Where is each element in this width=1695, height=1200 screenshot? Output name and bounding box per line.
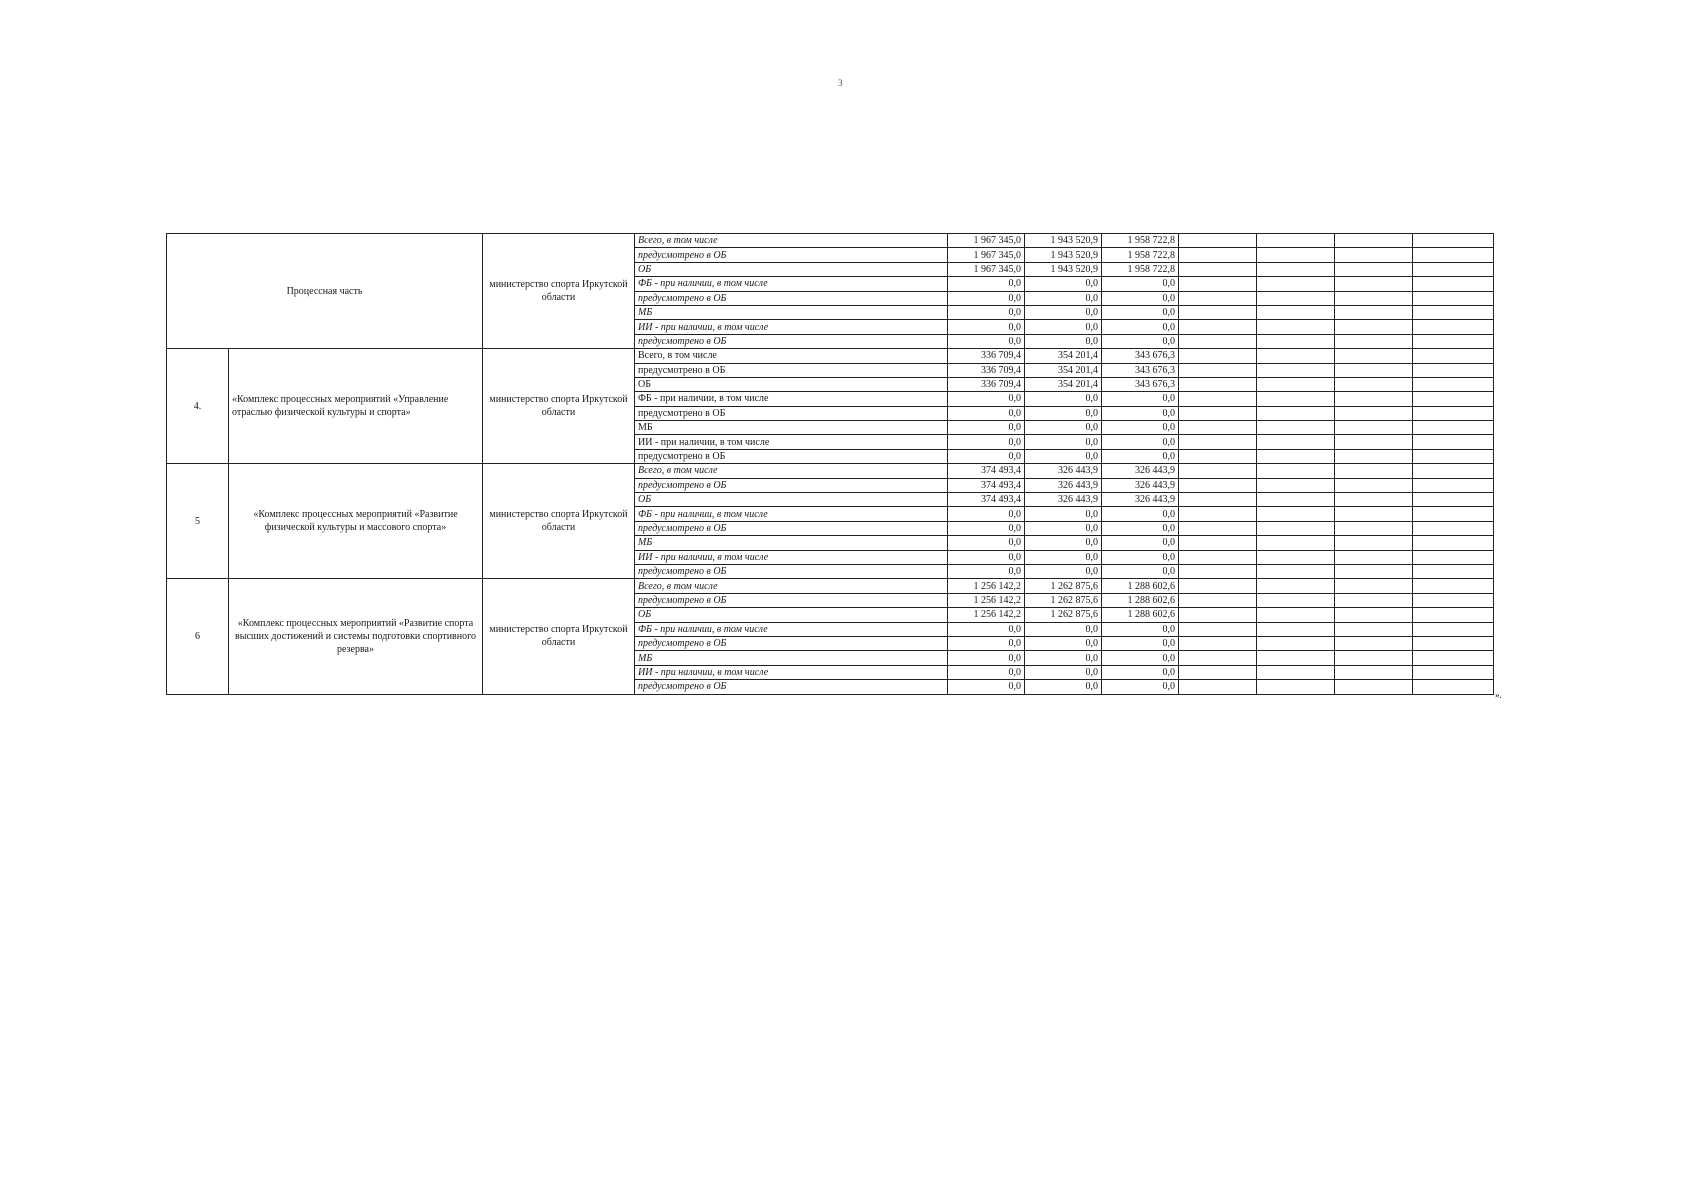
amount-v1: 336 709,4	[948, 363, 1025, 377]
empty-cell	[1179, 493, 1257, 507]
empty-cell	[1179, 593, 1257, 607]
empty-cell	[1335, 392, 1413, 406]
empty-cell	[1179, 608, 1257, 622]
funding-source: ФБ - при наличии, в том числе	[635, 277, 948, 291]
empty-cell	[1335, 550, 1413, 564]
block-number: 5	[167, 464, 229, 579]
table-row	[167, 464, 1494, 478]
amount-v1: 0,0	[948, 550, 1025, 564]
amount-v3: 343 676,3	[1102, 363, 1179, 377]
empty-cell	[1413, 277, 1494, 291]
block-name: Процессная часть	[167, 234, 483, 349]
empty-cell	[1413, 392, 1494, 406]
empty-cell	[1413, 478, 1494, 492]
empty-cell	[1335, 421, 1413, 435]
empty-cell	[1257, 680, 1335, 694]
amount-v3: 0,0	[1102, 392, 1179, 406]
funding-source: предусмотрено в ОБ	[635, 334, 948, 348]
empty-cell	[1257, 550, 1335, 564]
amount-v2: 0,0	[1025, 564, 1102, 578]
amount-v1: 374 493,4	[948, 464, 1025, 478]
empty-cell	[1413, 564, 1494, 578]
amount-v2: 0,0	[1025, 406, 1102, 420]
empty-cell	[1413, 636, 1494, 650]
amount-v1: 374 493,4	[948, 478, 1025, 492]
empty-cell	[1179, 291, 1257, 305]
empty-cell	[1257, 392, 1335, 406]
empty-cell	[1257, 248, 1335, 262]
block-name: «Комплекс процессных мероприятий «Развитие спорта высших достижений и системы подготовки спортивного резерва»	[229, 579, 483, 694]
empty-cell	[1257, 622, 1335, 636]
empty-cell	[1179, 248, 1257, 262]
empty-cell	[1413, 593, 1494, 607]
empty-cell	[1335, 680, 1413, 694]
empty-cell	[1179, 564, 1257, 578]
empty-cell	[1257, 665, 1335, 679]
empty-cell	[1179, 435, 1257, 449]
end-mark: ».	[1495, 690, 1502, 700]
amount-v3: 0,0	[1102, 680, 1179, 694]
empty-cell	[1257, 363, 1335, 377]
amount-v3: 0,0	[1102, 507, 1179, 521]
amount-v2: 0,0	[1025, 421, 1102, 435]
amount-v2: 0,0	[1025, 550, 1102, 564]
empty-cell	[1335, 478, 1413, 492]
empty-cell	[1413, 305, 1494, 319]
amount-v2: 0,0	[1025, 651, 1102, 665]
empty-cell	[1257, 608, 1335, 622]
empty-cell	[1335, 449, 1413, 463]
amount-v3: 0,0	[1102, 320, 1179, 334]
funding-source: предусмотрено в ОБ	[635, 680, 948, 694]
empty-cell	[1179, 478, 1257, 492]
empty-cell	[1335, 651, 1413, 665]
amount-v1: 336 709,4	[948, 349, 1025, 363]
empty-cell	[1413, 377, 1494, 391]
empty-cell	[1413, 680, 1494, 694]
funding-source: МБ	[635, 651, 948, 665]
amount-v2: 1 262 875,6	[1025, 593, 1102, 607]
empty-cell	[1335, 377, 1413, 391]
amount-v1: 0,0	[948, 435, 1025, 449]
amount-v1: 1 256 142,2	[948, 593, 1025, 607]
empty-cell	[1335, 636, 1413, 650]
empty-cell	[1335, 608, 1413, 622]
empty-cell	[1335, 363, 1413, 377]
amount-v3: 1 288 602,6	[1102, 593, 1179, 607]
block-number: 6	[167, 579, 229, 694]
empty-cell	[1179, 636, 1257, 650]
empty-cell	[1257, 406, 1335, 420]
empty-cell	[1335, 349, 1413, 363]
funding-source: ИИ - при наличии, в том числе	[635, 550, 948, 564]
empty-cell	[1179, 507, 1257, 521]
amount-v2: 354 201,4	[1025, 349, 1102, 363]
funding-source: ОБ	[635, 493, 948, 507]
empty-cell	[1413, 435, 1494, 449]
empty-cell	[1413, 579, 1494, 593]
amount-v3: 0,0	[1102, 536, 1179, 550]
amount-v2: 1 943 520,9	[1025, 262, 1102, 276]
empty-cell	[1413, 550, 1494, 564]
funding-source: МБ	[635, 305, 948, 319]
amount-v3: 343 676,3	[1102, 349, 1179, 363]
funding-source: предусмотрено в ОБ	[635, 521, 948, 535]
amount-v3: 326 443,9	[1102, 478, 1179, 492]
executor-cell: министерство спорта Иркутской области	[483, 234, 635, 349]
empty-cell	[1257, 334, 1335, 348]
amount-v2: 0,0	[1025, 277, 1102, 291]
amount-v3: 0,0	[1102, 665, 1179, 679]
amount-v1: 0,0	[948, 392, 1025, 406]
empty-cell	[1335, 493, 1413, 507]
amount-v1: 1 967 345,0	[948, 262, 1025, 276]
funding-source: Всего, в том числе	[635, 349, 948, 363]
amount-v2: 0,0	[1025, 320, 1102, 334]
empty-cell	[1257, 593, 1335, 607]
amount-v1: 0,0	[948, 305, 1025, 319]
funding-source: предусмотрено в ОБ	[635, 363, 948, 377]
amount-v3: 1 958 722,8	[1102, 262, 1179, 276]
empty-cell	[1257, 507, 1335, 521]
amount-v3: 326 443,9	[1102, 493, 1179, 507]
amount-v3: 0,0	[1102, 449, 1179, 463]
amount-v1: 0,0	[948, 536, 1025, 550]
empty-cell	[1413, 248, 1494, 262]
block-name: «Комплекс процессных мероприятий «Развитие физической культуры и массового спорта»	[229, 464, 483, 579]
amount-v1: 0,0	[948, 507, 1025, 521]
funding-source: ОБ	[635, 262, 948, 276]
amount-v3: 326 443,9	[1102, 464, 1179, 478]
amount-v1: 0,0	[948, 277, 1025, 291]
amount-v1: 0,0	[948, 636, 1025, 650]
empty-cell	[1335, 536, 1413, 550]
empty-cell	[1179, 536, 1257, 550]
amount-v2: 1 262 875,6	[1025, 579, 1102, 593]
funding-source: ФБ - при наличии, в том числе	[635, 392, 948, 406]
amount-v3: 343 676,3	[1102, 377, 1179, 391]
empty-cell	[1179, 651, 1257, 665]
empty-cell	[1179, 377, 1257, 391]
table-row	[167, 579, 1494, 593]
amount-v3: 1 288 602,6	[1102, 579, 1179, 593]
amount-v3: 0,0	[1102, 421, 1179, 435]
empty-cell	[1335, 234, 1413, 248]
empty-cell	[1413, 493, 1494, 507]
amount-v3: 1 958 722,8	[1102, 234, 1179, 248]
empty-cell	[1413, 406, 1494, 420]
amount-v3: 0,0	[1102, 305, 1179, 319]
empty-cell	[1179, 262, 1257, 276]
block-number: 4.	[167, 349, 229, 464]
funding-source: МБ	[635, 421, 948, 435]
amount-v3: 0,0	[1102, 406, 1179, 420]
amount-v2: 0,0	[1025, 334, 1102, 348]
funding-source: предусмотрено в ОБ	[635, 478, 948, 492]
amount-v3: 0,0	[1102, 521, 1179, 535]
empty-cell	[1335, 277, 1413, 291]
empty-cell	[1179, 349, 1257, 363]
empty-cell	[1257, 377, 1335, 391]
amount-v2: 0,0	[1025, 449, 1102, 463]
empty-cell	[1257, 234, 1335, 248]
amount-v1: 0,0	[948, 521, 1025, 535]
empty-cell	[1413, 449, 1494, 463]
empty-cell	[1179, 363, 1257, 377]
amount-v2: 354 201,4	[1025, 377, 1102, 391]
amount-v1: 336 709,4	[948, 377, 1025, 391]
amount-v2: 0,0	[1025, 636, 1102, 650]
funding-source: предусмотрено в ОБ	[635, 564, 948, 578]
empty-cell	[1413, 234, 1494, 248]
funding-source: предусмотрено в ОБ	[635, 636, 948, 650]
funding-source: предусмотрено в ОБ	[635, 291, 948, 305]
empty-cell	[1335, 406, 1413, 420]
empty-cell	[1413, 521, 1494, 535]
empty-cell	[1179, 392, 1257, 406]
amount-v2: 1 943 520,9	[1025, 248, 1102, 262]
funding-source: ИИ - при наличии, в том числе	[635, 320, 948, 334]
amount-v2: 326 443,9	[1025, 478, 1102, 492]
funding-source: ОБ	[635, 377, 948, 391]
amount-v3: 0,0	[1102, 651, 1179, 665]
empty-cell	[1335, 305, 1413, 319]
amount-v2: 0,0	[1025, 305, 1102, 319]
empty-cell	[1257, 349, 1335, 363]
amount-v3: 0,0	[1102, 334, 1179, 348]
funding-source: предусмотрено в ОБ	[635, 593, 948, 607]
empty-cell	[1413, 665, 1494, 679]
amount-v3: 0,0	[1102, 622, 1179, 636]
funding-source: ОБ	[635, 608, 948, 622]
empty-cell	[1413, 507, 1494, 521]
amount-v1: 0,0	[948, 334, 1025, 348]
amount-v2: 1 943 520,9	[1025, 234, 1102, 248]
amount-v1: 374 493,4	[948, 493, 1025, 507]
empty-cell	[1257, 421, 1335, 435]
empty-cell	[1335, 579, 1413, 593]
empty-cell	[1413, 334, 1494, 348]
empty-cell	[1335, 593, 1413, 607]
amount-v2: 1 262 875,6	[1025, 608, 1102, 622]
amount-v1: 0,0	[948, 665, 1025, 679]
empty-cell	[1413, 421, 1494, 435]
table-row	[167, 349, 1494, 363]
empty-cell	[1335, 248, 1413, 262]
empty-cell	[1179, 550, 1257, 564]
empty-cell	[1413, 363, 1494, 377]
empty-cell	[1413, 536, 1494, 550]
amount-v1: 1 967 345,0	[948, 248, 1025, 262]
empty-cell	[1179, 421, 1257, 435]
amount-v3: 1 958 722,8	[1102, 248, 1179, 262]
table-body	[167, 234, 1494, 695]
empty-cell	[1413, 349, 1494, 363]
empty-cell	[1179, 464, 1257, 478]
amount-v3: 0,0	[1102, 435, 1179, 449]
empty-cell	[1413, 262, 1494, 276]
funding-source: предусмотрено в ОБ	[635, 449, 948, 463]
amount-v2: 0,0	[1025, 665, 1102, 679]
empty-cell	[1413, 291, 1494, 305]
funding-source: ФБ - при наличии, в том числе	[635, 622, 948, 636]
empty-cell	[1179, 305, 1257, 319]
empty-cell	[1257, 291, 1335, 305]
amount-v2: 0,0	[1025, 392, 1102, 406]
block-name: «Комплекс процессных мероприятий «Управление отраслью физической культуры и спорта»	[229, 349, 483, 464]
amount-v2: 0,0	[1025, 291, 1102, 305]
funding-source: МБ	[635, 536, 948, 550]
amount-v3: 1 288 602,6	[1102, 608, 1179, 622]
empty-cell	[1179, 622, 1257, 636]
funding-source: ФБ - при наличии, в том числе	[635, 507, 948, 521]
empty-cell	[1179, 406, 1257, 420]
empty-cell	[1257, 449, 1335, 463]
empty-cell	[1335, 665, 1413, 679]
empty-cell	[1413, 320, 1494, 334]
amount-v2: 0,0	[1025, 680, 1102, 694]
table-row	[167, 234, 1494, 248]
empty-cell	[1179, 234, 1257, 248]
amount-v1: 1 256 142,2	[948, 608, 1025, 622]
empty-cell	[1179, 521, 1257, 535]
empty-cell	[1257, 564, 1335, 578]
funding-source: Всего, в том числе	[635, 234, 948, 248]
empty-cell	[1335, 622, 1413, 636]
amount-v3: 0,0	[1102, 291, 1179, 305]
empty-cell	[1413, 622, 1494, 636]
empty-cell	[1413, 464, 1494, 478]
empty-cell	[1257, 305, 1335, 319]
empty-cell	[1257, 579, 1335, 593]
amount-v1: 0,0	[948, 421, 1025, 435]
amount-v3: 0,0	[1102, 636, 1179, 650]
empty-cell	[1335, 464, 1413, 478]
executor-cell: министерство спорта Иркутской области	[483, 464, 635, 579]
amount-v2: 0,0	[1025, 435, 1102, 449]
empty-cell	[1257, 493, 1335, 507]
amount-v2: 354 201,4	[1025, 363, 1102, 377]
empty-cell	[1335, 521, 1413, 535]
empty-cell	[1179, 665, 1257, 679]
executor-cell: министерство спорта Иркутской области	[483, 349, 635, 464]
page-number: 3	[838, 78, 843, 88]
empty-cell	[1179, 680, 1257, 694]
funding-source: ИИ - при наличии, в том числе	[635, 435, 948, 449]
empty-cell	[1335, 507, 1413, 521]
amount-v1: 0,0	[948, 651, 1025, 665]
amount-v3: 0,0	[1102, 564, 1179, 578]
empty-cell	[1257, 277, 1335, 291]
empty-cell	[1335, 334, 1413, 348]
empty-cell	[1179, 579, 1257, 593]
empty-cell	[1257, 536, 1335, 550]
amount-v1: 0,0	[948, 406, 1025, 420]
amount-v1: 0,0	[948, 449, 1025, 463]
amount-v1: 0,0	[948, 622, 1025, 636]
amount-v2: 326 443,9	[1025, 464, 1102, 478]
amount-v1: 0,0	[948, 320, 1025, 334]
empty-cell	[1257, 262, 1335, 276]
amount-v2: 0,0	[1025, 536, 1102, 550]
amount-v1: 0,0	[948, 680, 1025, 694]
amount-v1: 0,0	[948, 564, 1025, 578]
empty-cell	[1179, 320, 1257, 334]
empty-cell	[1335, 320, 1413, 334]
funding-source: предусмотрено в ОБ	[635, 248, 948, 262]
empty-cell	[1335, 435, 1413, 449]
empty-cell	[1257, 651, 1335, 665]
amount-v1: 1 967 345,0	[948, 234, 1025, 248]
empty-cell	[1257, 435, 1335, 449]
empty-cell	[1257, 478, 1335, 492]
empty-cell	[1179, 277, 1257, 291]
empty-cell	[1413, 608, 1494, 622]
amount-v2: 0,0	[1025, 622, 1102, 636]
amount-v2: 0,0	[1025, 507, 1102, 521]
empty-cell	[1335, 564, 1413, 578]
funding-source: ИИ - при наличии, в том числе	[635, 665, 948, 679]
budget-table	[166, 233, 1494, 695]
amount-v3: 0,0	[1102, 277, 1179, 291]
empty-cell	[1179, 334, 1257, 348]
empty-cell	[1257, 464, 1335, 478]
funding-source: Всего, в том числе	[635, 579, 948, 593]
empty-cell	[1179, 449, 1257, 463]
empty-cell	[1257, 636, 1335, 650]
amount-v1: 0,0	[948, 291, 1025, 305]
funding-source: предусмотрено в ОБ	[635, 406, 948, 420]
funding-source: Всего, в том числе	[635, 464, 948, 478]
amount-v2: 326 443,9	[1025, 493, 1102, 507]
executor-cell: министерство спорта Иркутской области	[483, 579, 635, 694]
empty-cell	[1257, 320, 1335, 334]
amount-v2: 0,0	[1025, 521, 1102, 535]
amount-v3: 0,0	[1102, 550, 1179, 564]
amount-v1: 1 256 142,2	[948, 579, 1025, 593]
empty-cell	[1335, 291, 1413, 305]
empty-cell	[1413, 651, 1494, 665]
empty-cell	[1257, 521, 1335, 535]
empty-cell	[1335, 262, 1413, 276]
